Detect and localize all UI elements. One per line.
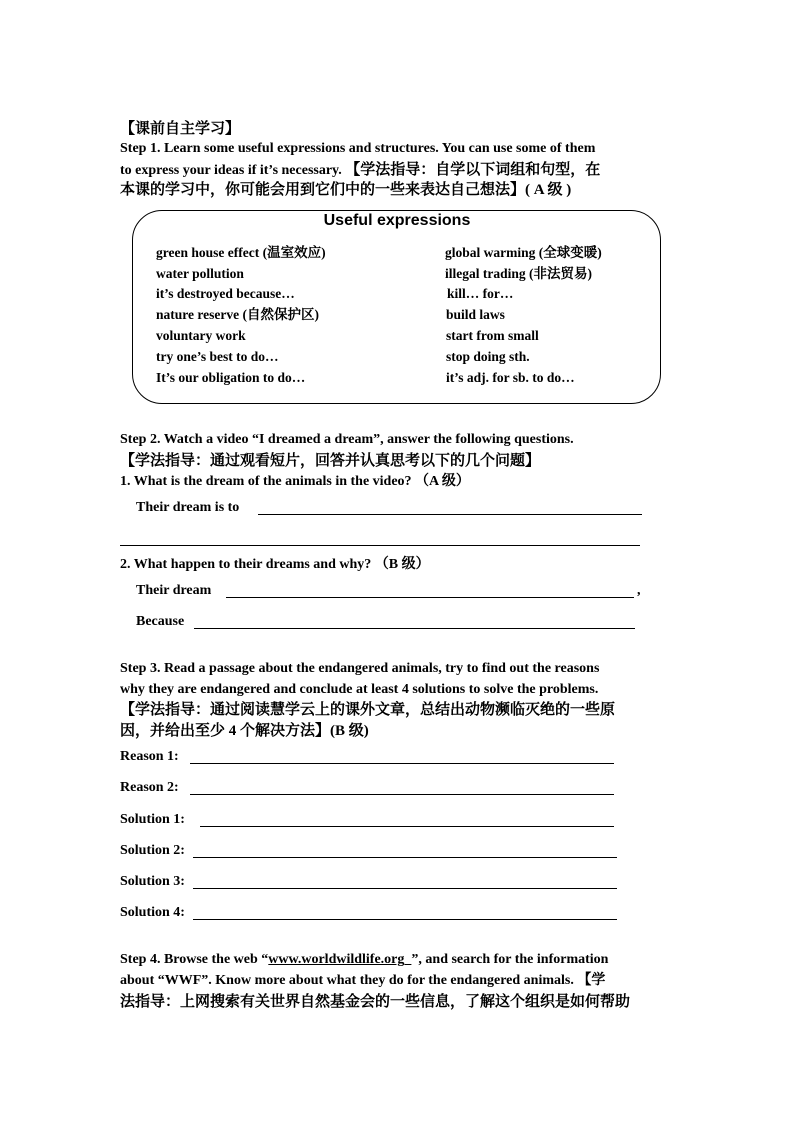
step3-line3: 【学法指导：通过阅读慧学云上的课外文章，总结出动物濒临灭绝的一些原: [120, 702, 616, 718]
solution1-label: Solution 1:: [120, 812, 185, 827]
step1-line2-en: to express your ideas if it’s necessary.: [120, 163, 346, 178]
reason2-line[interactable]: [190, 794, 614, 795]
step1-line2: [120, 160, 600, 181]
answer2-line[interactable]: [226, 597, 634, 598]
because-prompt: Because: [136, 614, 185, 629]
step3-line2: why they are endangered and conclude at least 4 solutions to solve the problems.: [120, 682, 599, 697]
wwf-website-link[interactable]: www.worldwildlife.org: [268, 952, 405, 967]
step1-line3: 本课的学习中，你可能会用到它们中的一些来表达自己想法】( A 级 ): [120, 182, 572, 198]
expression-right: illegal trading (非法贸易): [445, 266, 592, 281]
expression-left: green house effect (温室效应): [156, 245, 326, 260]
step4-line1-post: ”, and search for the information: [411, 952, 609, 967]
step2-question1: 1. What is the dream of the animals in the video? （A 级）: [120, 474, 470, 489]
solution2-line[interactable]: [193, 857, 617, 858]
expression-left: voluntary work: [156, 328, 246, 343]
answer2-comma: ,: [637, 583, 641, 598]
expression-right: it’s adj. for sb. to do…: [446, 370, 575, 385]
step3-line1: Step 3. Read a passage about the endangered animals, try to find out the reasons: [120, 661, 600, 676]
answer1-line-1[interactable]: [258, 514, 642, 515]
step1-line1: Step 1. Learn some useful expressions and structures. You can use some of them: [120, 141, 596, 156]
expression-right: kill… for…: [447, 286, 514, 301]
reason1-line[interactable]: [190, 763, 614, 764]
solution2-label: Solution 2:: [120, 843, 185, 858]
answer1-line-2[interactable]: [120, 545, 640, 546]
useful-expressions-title: Useful expressions: [323, 212, 471, 229]
expression-right: global warming (全球变暖): [445, 245, 602, 260]
step2-line1: Step 2. Watch a video “I dreamed a dream”, answer the following questions.: [120, 432, 574, 447]
solution4-line[interactable]: [193, 919, 617, 920]
expression-right: stop doing sth.: [446, 349, 530, 364]
step4-line3: 法指导：上网搜索有关世界自然基金会的一些信息，了解这个组织是如何帮助: [120, 994, 631, 1010]
solution3-label: Solution 3:: [120, 874, 185, 889]
step4-line2: about “WWF”. Know more about what they do for the endangered animals. 【学: [120, 973, 606, 988]
expression-left: nature reserve (自然保护区): [156, 307, 319, 322]
step1-line2-cn: 【学法指导：自学以下词组和句型，在: [345, 162, 601, 178]
expression-left: try one’s best to do…: [156, 349, 279, 364]
step4-line1-pre: Step 4. Browse the web “: [120, 952, 269, 967]
expression-left: it’s destroyed because…: [156, 286, 295, 301]
expression-left: water pollution: [156, 266, 244, 281]
section-title: 【课前自主学习】: [120, 121, 241, 137]
answer1-prompt: Their dream is to: [136, 500, 240, 515]
expression-right: build laws: [446, 307, 505, 322]
step3-line4: 因，并给出至少 4 个解决方法】(B 级): [120, 723, 369, 739]
step4-line1: [120, 950, 608, 970]
reason1-label: Reason 1:: [120, 749, 179, 764]
reason2-label: Reason 2:: [120, 780, 179, 795]
solution3-line[interactable]: [193, 888, 617, 889]
because-line[interactable]: [194, 628, 635, 629]
expression-right: start from small: [446, 328, 539, 343]
solution4-label: Solution 4:: [120, 905, 185, 920]
expression-left: It’s our obligation to do…: [156, 370, 306, 385]
solution1-line[interactable]: [200, 826, 614, 827]
answer2-prompt: Their dream: [136, 583, 212, 598]
step2-line2: 【学法指导：通过观看短片，回答并认真思考以下的几个问题】: [120, 453, 541, 469]
step2-question2: 2. What happen to their dreams and why? （B 级）: [120, 557, 430, 572]
